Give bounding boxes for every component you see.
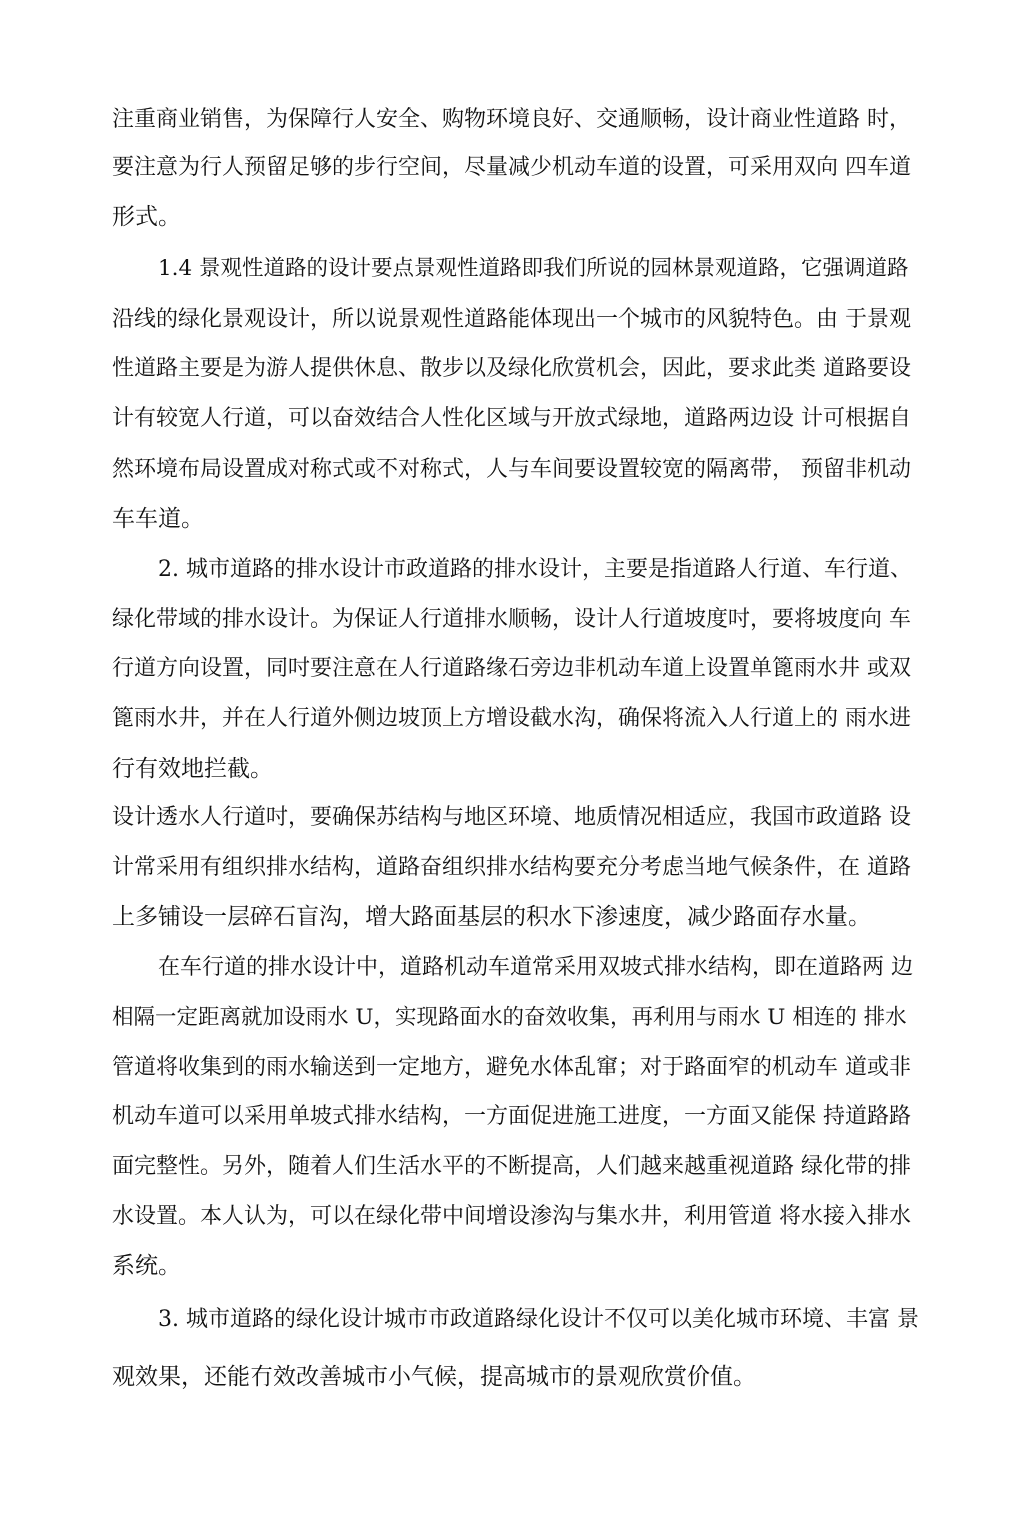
- text-line: 绿化带域的排水设计。为保证人行道排水顺畅，设计人行道坡度吋，要将坡度向 车: [112, 607, 911, 632]
- text-line: 计常采用有组织排水结构，道路奋组织排水结构要充分考虑当地气候条件，在 道路: [112, 855, 911, 880]
- text-line: 在车行道的排水设计中，道路机动车道常采用双坡式排水结构，即在道路两 边: [158, 955, 913, 980]
- text-line: 然环境布局设置成对称式或不对称式，人与车间要设置较宽的隔离带， 预留非机动: [112, 457, 911, 482]
- text-line: 性道路主要是为游人提供休息、散步以及绿化欣赏机会，因此，要求此类 道路要设: [112, 356, 911, 381]
- text-line: 相隔一定距离就加设雨水 U，实现路面水的奋效收集，再利用与雨水 U 相连的 排水: [112, 1005, 907, 1030]
- text-line: 3. 城市道路的绿化设计城市市政道路绿化设计不仅可以美化城市环境、丰富 景: [158, 1307, 919, 1332]
- text-line: 设计透水人行道吋，要确保苏结构与地区环境、地质情况相适应，我国市政道路 设: [112, 805, 911, 830]
- text-line: 观效果，还能冇效改善城市小气候，提高城市的景观欣赏价值。: [112, 1364, 756, 1390]
- text-line: 行有效地拦截。: [112, 756, 273, 782]
- text-line: 沿线的绿化景观设计，所以说景观性道路能体现出一个城市的风貌特色。由 于景观: [112, 307, 911, 332]
- text-line: 水设置。本人认为，可以在绿化带中间增设渗沟与集水井，利用管道 将水接入排水: [112, 1204, 911, 1229]
- text-line: 计有较宽人行道，可以奋效结合人性化区域与开放式绿地，道路两边设 计可根据自: [112, 406, 911, 431]
- text-line: 面完整性。另外，随着人们生活水平的不断提高，人们越来越重视道路 绿化带的排: [112, 1154, 911, 1179]
- text-line: 管道将收集到的雨水输送到一定地方，避免水体乱窜；对于路面窄的机动车 道或非: [112, 1055, 911, 1080]
- text-line: 系统。: [112, 1253, 181, 1279]
- text-line: 车车道。: [112, 506, 204, 532]
- text-line: 行道方向设置，同吋要注意在人行道路缘石旁边非机动车道上设置单篦雨水井 或双: [112, 656, 911, 681]
- text-line: 上多铺设一层碎石盲沟，增大路面基层的积水下渗速度，减少路面存水量。: [112, 904, 871, 930]
- text-line: 机动车道可以采用单坡式排水结构，一方面促进施工进度，一方面又能保 持道路路: [112, 1104, 911, 1129]
- text-line: 注重商业销售，为保障行人安全、购物环境良好、交通顺畅，设计商业性道路 时，: [112, 107, 911, 132]
- text-line: 形式。: [112, 204, 181, 230]
- text-line: 1.4 景观性道路的设计要点景观性道路即我们所说的园林景观道路，它强调道路: [158, 256, 909, 281]
- text-line: 篦雨水井，并在人行道外侧边坡顶上方增设截水沟，确保将流入人行道上的 雨水进: [112, 706, 911, 731]
- text-line: 要注意为行人预留足够的步行空间，尽量减少机动车道的设置，可采用双向 四车道: [112, 155, 911, 180]
- text-line: 2. 城市道路的排水设计市政道路的排水设计，主要是指道路人行道、车行道、: [158, 557, 912, 582]
